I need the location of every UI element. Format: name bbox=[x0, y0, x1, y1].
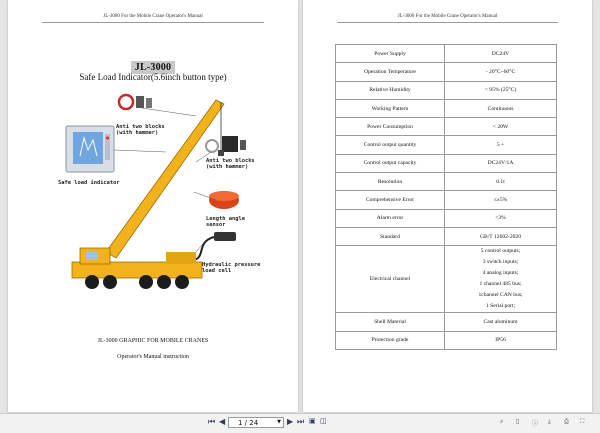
table-row bbox=[336, 63, 557, 81]
search-icon[interactable]: ⌕ bbox=[500, 418, 504, 425]
ec-line: 4 analog inputs; bbox=[482, 270, 519, 277]
viewer-toolbar bbox=[0, 413, 600, 433]
table-row bbox=[336, 99, 557, 117]
spec-value: 5 + bbox=[445, 136, 557, 154]
length-angle-sensor bbox=[209, 191, 239, 209]
header-rule bbox=[337, 22, 558, 23]
info-icon[interactable]: ⓘ bbox=[532, 420, 539, 427]
spec-value: Continuous bbox=[445, 99, 557, 117]
spec-label: Shell Material bbox=[336, 313, 445, 331]
footer-title: JL-3000 GRAPHIC FOR MOBILE CRANES bbox=[97, 338, 209, 344]
hydraulic-pressure-sensor bbox=[194, 232, 236, 260]
spec-label: Protection grade bbox=[336, 331, 445, 349]
spec-label: Alarm error bbox=[336, 209, 445, 227]
spec-value: GB/T 12602-2020 bbox=[445, 227, 557, 245]
document-page-1 bbox=[8, 0, 298, 412]
spec-label: Comprehensive Error bbox=[336, 191, 445, 209]
table-row bbox=[336, 313, 557, 331]
running-header: JL-3000 For the Mobile Crane Operator's Manual bbox=[397, 14, 498, 19]
anti-two-block-right bbox=[206, 136, 246, 152]
table-row bbox=[336, 81, 557, 99]
spec-label: Operation Temperature bbox=[336, 63, 445, 81]
spec-label: Working Pattern bbox=[336, 99, 445, 117]
next-page-icon[interactable]: ▶ bbox=[287, 417, 294, 426]
table-row bbox=[336, 136, 557, 154]
spec-label: Relative Humidity bbox=[336, 81, 445, 99]
label-length-angle-sensor: Length angle sensor bbox=[206, 216, 245, 228]
spec-value: Cast aluminum bbox=[445, 313, 557, 331]
ec-line: 1 Serial port; bbox=[485, 303, 516, 310]
last-page-icon[interactable]: ⏭ bbox=[297, 417, 305, 426]
prev-page-icon[interactable]: ◀ bbox=[219, 417, 226, 426]
spec-value: ≤±5% bbox=[445, 191, 557, 209]
first-page-icon[interactable]: ⏮ bbox=[208, 417, 216, 426]
spec-label: Power Consumption bbox=[336, 118, 445, 136]
spec-value: IP56 bbox=[445, 331, 557, 349]
crane-truck bbox=[72, 248, 202, 289]
label-anti-two-blocks-right: Anti two blocks (with hammer) bbox=[206, 158, 255, 170]
spec-value: DC24V/1A bbox=[445, 154, 557, 172]
header-rule bbox=[42, 22, 264, 23]
table-row bbox=[336, 227, 557, 245]
spec-value: < 95% (25°C) bbox=[445, 81, 557, 99]
table-row bbox=[336, 173, 557, 191]
label-anti-two-blocks-top: Anti two blocks (with hammer) bbox=[116, 124, 165, 136]
electrical-channel-values bbox=[445, 246, 557, 313]
fullscreen-icon[interactable]: ⛶ bbox=[580, 418, 585, 425]
spec-label: Control output capacity bbox=[336, 154, 445, 172]
table-row bbox=[336, 154, 557, 172]
table-row bbox=[336, 246, 557, 313]
spec-value: - 20°C~60°C bbox=[445, 63, 557, 81]
spec-label: Power Supply bbox=[336, 45, 445, 63]
label-hydraulic-pressure: Hydraulic pressure load cell bbox=[202, 262, 261, 274]
ec-line: 1 channel 485 bus; bbox=[479, 281, 522, 288]
table-row bbox=[336, 45, 557, 63]
spec-value: DC24V bbox=[445, 45, 557, 63]
footer-subtitle: Operator's Manual instruction bbox=[117, 354, 189, 360]
spec-value: 0.1t bbox=[445, 173, 557, 191]
document-subtitle: Safe Load Indicator(5.6inch button type) bbox=[79, 72, 227, 82]
print-icon[interactable]: ⎙ bbox=[564, 418, 569, 425]
table-row bbox=[336, 331, 557, 349]
two-page-icon[interactable]: ◫ bbox=[320, 417, 327, 425]
spec-label: Control output quantity bbox=[336, 136, 445, 154]
table-row bbox=[336, 191, 557, 209]
anti-two-block-top bbox=[119, 95, 152, 109]
bookmark-icon[interactable]: ▯ bbox=[516, 418, 520, 425]
crane-figure bbox=[46, 92, 266, 302]
spec-value: < 20W bbox=[445, 118, 557, 136]
page-indicator: 1 / 24 bbox=[238, 419, 259, 427]
ec-line: 1channel CAN bus; bbox=[478, 292, 523, 299]
spec-table bbox=[335, 44, 557, 350]
document-page-2 bbox=[303, 0, 592, 412]
spec-label: Electrical channel bbox=[336, 246, 445, 313]
ec-line: 5 control outputs; bbox=[480, 248, 521, 255]
model-title: JL-3000 bbox=[131, 61, 175, 74]
ec-line: 3 switch inputs; bbox=[482, 259, 519, 266]
download-icon[interactable]: ⤓ bbox=[548, 418, 551, 425]
running-header: JL-3000 For the Mobile Crane Operator's Manual bbox=[103, 14, 203, 19]
table-row bbox=[336, 209, 557, 227]
table-row bbox=[336, 118, 557, 136]
chevron-down-icon: ▼ bbox=[277, 419, 281, 425]
page-indicator-select[interactable] bbox=[228, 417, 284, 428]
spec-label: Standard bbox=[336, 227, 445, 245]
label-safe-load-indicator: Safe load indicator bbox=[58, 180, 120, 186]
spec-label: Resolution bbox=[336, 173, 445, 191]
safe-load-indicator-device bbox=[66, 126, 114, 172]
fit-page-icon[interactable]: ▣ bbox=[309, 417, 316, 425]
spec-value: <3% bbox=[445, 209, 557, 227]
